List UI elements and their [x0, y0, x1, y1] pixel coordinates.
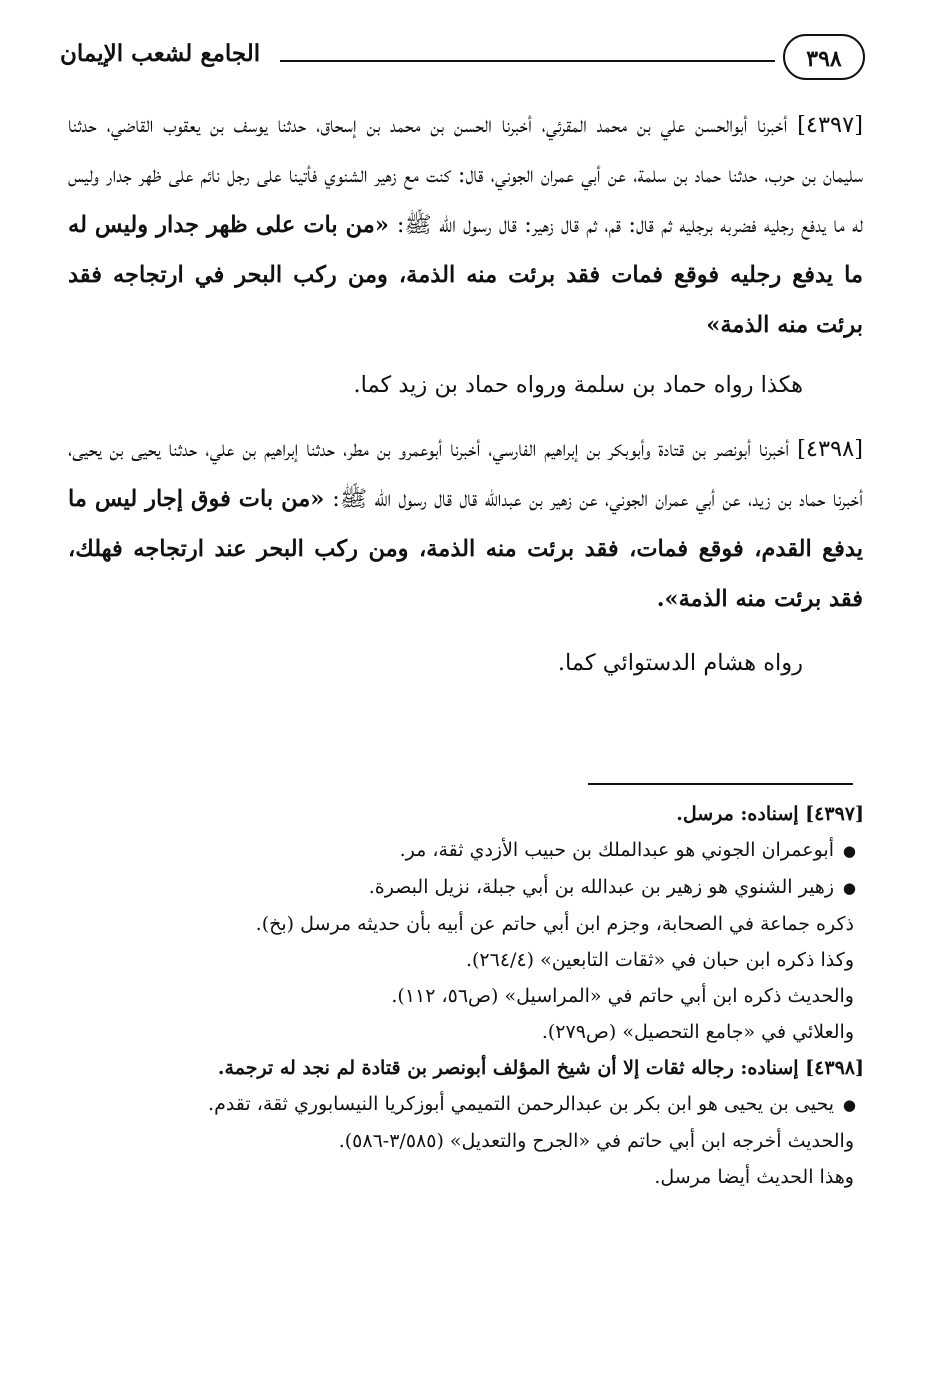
bullet-icon: ●	[842, 879, 856, 897]
main-text	[68, 100, 863, 688]
bullet-icon: ●	[842, 842, 856, 860]
bullet-icon: ●	[842, 1096, 856, 1114]
hadith-note: رواه هشام الدستوائي كما.	[557, 650, 803, 676]
footnote-bullet	[110, 1086, 864, 1123]
footnotes	[110, 796, 864, 1195]
footnote-text: زهير الشنوي هو زهير بن عبدالله بن أبي جبلة، نزيل البصرة.	[368, 876, 834, 898]
footnote-line: ذكره جماعة في الصحابة، وجزم ابن أبي حاتم عن أبيه بأن حديثه مرسل (بخ).	[255, 913, 854, 935]
footnote-line: والحديث أخرجه ابن أبي حاتم في «الجرح والتعديل» (٣/٥٨٥-٥٨٦).	[338, 1130, 854, 1152]
running-title: الجامع لشعب الإيمان	[60, 40, 261, 67]
footnote-heading: [٤٣٩٨] إسناده: رجاله ثقات إلا أن شيخ المؤلف أبونصر بن قتادة لم نجد له ترجمة.	[217, 1057, 864, 1079]
footnote-text: أبوعمران الجوني هو عبدالملك بن حبيب الأزدي ثقة، مر.	[399, 839, 834, 861]
page-header	[60, 32, 865, 88]
hadith-4397	[68, 100, 863, 350]
footnote-bullet	[110, 832, 864, 869]
footnote-bullet	[110, 869, 864, 906]
footnote-line: وكذا ذكره ابن حبان في «ثقات التابعين» (٢٦٤/٤).	[465, 949, 854, 971]
header-rule	[280, 60, 775, 62]
footnote-line: والحديث ذكره ابن أبي حاتم في «المراسيل» (ص٥٦، ١١٢).	[391, 985, 854, 1007]
hadith-number: [٤٣٩٨]	[797, 436, 863, 462]
hadith-matn: «من بات على ظهر جدار وليس له ما يدفع رجليه فوقع فمات فقد برئت منه الذمة، ومن ركب البحر في ارتجاجه فقد برئت منه الذمة»	[68, 212, 863, 338]
footnote-separator	[588, 783, 853, 785]
hadith-isnad: أخبرنا أبونصر بن قتادة وأبوبكر بن إبراهيم الفارسي، أخبرنا أبوعمرو بن مطر، حدثنا إبراهيم بن علي، حدثنا يحيى بن يحيى، أخبرنا حماد بن زيد، عن أبي عمران الجوني، عن زهير بن عبدالله قال قال رسول الله ﷺ:	[68, 436, 863, 512]
hadith-4398	[68, 424, 863, 624]
footnote-heading: [٤٣٩٧] إسناده: مرسل.	[676, 803, 864, 825]
hadith-number: [٤٣٩٧]	[797, 112, 863, 138]
footnote-text: يحيى بن يحيى هو ابن بكر بن عبدالرحمن التميمي أبوزكريا النيسابوري ثقة، تقدم.	[208, 1093, 834, 1115]
hadith-note: هكذا رواه حماد بن سلمة ورواه حماد بن زيد كما.	[353, 372, 803, 398]
hadith-matn: «من بات فوق إجار ليس ما يدفع القدم، فوقع فمات، فقد برئت منه الذمة، ومن ركب البحر عند ارتجاجه فهلك، فقد برئت منه الذمة».	[68, 486, 863, 612]
page-number: ٣٩٨	[783, 34, 865, 80]
footnote-line: والعلائي في «جامع التحصيل» (ص٢٧٩).	[541, 1021, 854, 1043]
footnote-line: وهذا الحديث أيضا مرسل.	[654, 1166, 854, 1188]
hadith-isnad: أخبرنا أبوالحسن علي بن محمد المقرئي، أخبرنا الحسن بن محمد بن إسحاق، حدثنا يوسف بن يعقوب القاضي، حدثنا سليمان بن حرب، حدثنا حماد بن سلمة، عن أبي عمران الجوني، قال: كنت مع زهير الشنوي فأتينا على رجل نائم على ظهر جدار وليس له ما يدفع رجليه فضربه برجليه ثم قال: قم، ثم قال زهير: قال رسول الله ﷺ:	[68, 112, 863, 238]
